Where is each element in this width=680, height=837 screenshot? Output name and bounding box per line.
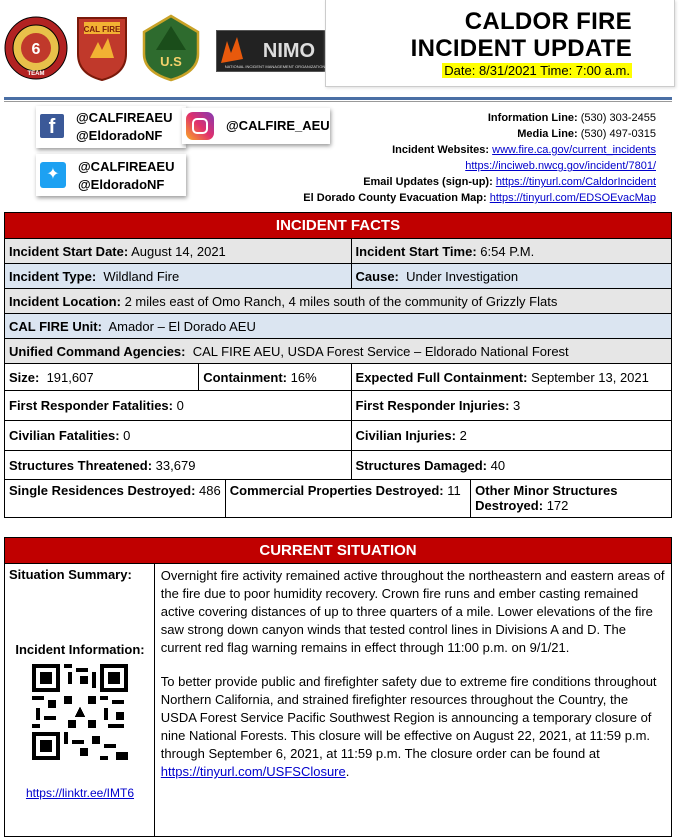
facts-header: INCIDENT FACTS xyxy=(5,213,672,239)
minor-destroyed: 172 xyxy=(546,498,569,513)
unit: Amador – El Dorado AEU xyxy=(108,318,256,334)
minor-label: Other Minor Structures Destroyed: xyxy=(475,483,618,513)
twitter-handle-1[interactable]: @CALFIREAEU xyxy=(78,159,175,174)
info-line-label: Information Line: xyxy=(487,112,578,124)
instagram-icon xyxy=(186,112,214,140)
fr-fatalities: 0 xyxy=(176,398,184,413)
nimo-logo xyxy=(216,30,334,72)
team-number: 6 xyxy=(31,41,41,58)
email-link[interactable]: https://tinyurl.com/CaldorIncident xyxy=(495,176,656,188)
single-res-label: Single Residences Destroyed: xyxy=(9,483,196,498)
start-date-label: Incident Start Date: xyxy=(9,243,129,259)
website-link-2[interactable]: https://inciweb.nwcg.gov/incident/7801/ xyxy=(465,160,656,172)
situation-paragraph-1: Overnight fire activity remained active throughout the northeastern and eastern areas of the fire due to poor humidity recovery. Crown fire runs and ember casting remained active covering distances of up to three quarters of a mile. Lower elevations of the fire saw strong down canyon winds that tested control lines in Divisions A and D. The current red flag warning remains in effect through 11:00 p.m. on 9/1/21. xyxy=(160,568,665,655)
team-label: TEAM xyxy=(27,71,45,77)
incident-info-link[interactable]: https://linktr.ee/IMT6 xyxy=(25,786,135,800)
nimo-sub: NATIONAL INCIDENT MANAGEMENT ORGANIZATION xyxy=(224,64,326,69)
start-date: August 14, 2021 xyxy=(131,243,226,259)
facebook-handle-2[interactable]: @EldoradoNF xyxy=(76,128,163,143)
email-label: Email Updates (sign-up): xyxy=(363,176,493,188)
facebook-box[interactable] xyxy=(36,106,186,148)
fr-fatalities-label: First Responder Fatalities: xyxy=(9,398,173,413)
evac-link[interactable]: https://tinyurl.com/EDSOEvacMap xyxy=(489,192,656,204)
website-link-1[interactable]: www.fire.ca.gov/current_incidents xyxy=(492,144,656,156)
current-situation-table xyxy=(4,537,672,837)
title-box xyxy=(325,0,675,87)
incident-type: Wildland Fire xyxy=(103,268,180,284)
twitter-icon: ✦ xyxy=(40,162,66,188)
instagram-handle[interactable]: @CALFIRE_AEU xyxy=(226,118,330,133)
fr-injuries-label: First Responder Injuries: xyxy=(355,398,510,413)
start-time: 6:54 P.M. xyxy=(480,243,535,259)
header-divider xyxy=(4,97,672,100)
start-time-label: Incident Start Time: xyxy=(355,243,477,259)
title-line-2: INCIDENT UPDATE xyxy=(410,35,632,62)
nimo-text: NIMO xyxy=(262,40,316,62)
location-label: Incident Location: xyxy=(9,293,121,309)
agencies: CAL FIRE AEU, USDA Forest Service – Eldorado National Forest xyxy=(192,343,569,359)
civ-injuries: 2 xyxy=(459,428,467,443)
media-line-value: (530) 497-0315 xyxy=(580,128,656,140)
websites-label: Incident Websites: xyxy=(392,144,490,156)
summary-label: Situation Summary: xyxy=(9,567,132,582)
unit-label: CAL FIRE Unit: xyxy=(9,318,102,334)
damaged-label: Structures Damaged: xyxy=(355,457,488,473)
containment-label: Containment: xyxy=(203,369,287,385)
twitter-handle-2[interactable]: @EldoradoNF xyxy=(78,177,165,192)
info-line-value: (530) 303-2455 xyxy=(580,112,656,124)
title-line-1: CALDOR FIRE xyxy=(464,8,632,35)
single-residences: 486 xyxy=(199,483,221,498)
structures-damaged: 40 xyxy=(490,457,506,473)
twitter-box[interactable] xyxy=(36,154,186,196)
civ-fatalities: 0 xyxy=(123,428,131,443)
expected-label: Expected Full Containment: xyxy=(355,369,528,385)
usfs-text: U.S xyxy=(160,54,182,69)
evac-label: El Dorado County Evacuation Map: xyxy=(303,192,487,204)
situation-header: CURRENT SITUATION xyxy=(5,538,672,564)
situation-paragraph-2-end: . xyxy=(345,764,350,779)
agencies-label: Unified Command Agencies: xyxy=(9,343,186,359)
team6-logo xyxy=(4,14,68,82)
size-label: Size: xyxy=(9,369,40,385)
type-label: Incident Type: xyxy=(9,268,97,284)
threatened-label: Structures Threatened: xyxy=(9,457,153,473)
cause: Under Investigation xyxy=(406,268,519,284)
facebook-icon: f xyxy=(40,114,64,138)
civ-fatalities-label: Civilian Fatalities: xyxy=(9,428,120,443)
cause-label: Cause: xyxy=(355,268,399,284)
commercial-label: Commercial Properties Destroyed: xyxy=(229,483,444,498)
size: 191,607 xyxy=(46,369,94,385)
structures-threatened: 33,679 xyxy=(155,457,196,473)
civ-injuries-label: Civilian Injuries: xyxy=(355,428,456,443)
qr-code-icon[interactable] xyxy=(32,664,128,760)
situation-paragraph-2 xyxy=(161,673,665,781)
situation-paragraph-2-text: To better provide public and firefighter safety due to extreme fire conditions throughout Northern California, and strained firefighter resources throughout the Country, the USDA Forest Service Pacific Southwest Region is announcing a temporary closure of nine National Forests. This closure will be effective on August 22, 2021, at 11:59 p.m. through September 6, 2021, at 11:59 p.m. The closure order can be found at xyxy=(160,674,657,761)
situation-body xyxy=(154,564,671,837)
calfire-logo xyxy=(76,14,128,82)
header-divider-thin xyxy=(4,101,672,102)
date-time: Date: 8/31/2021 Time: 7:00 a.m. xyxy=(444,63,630,78)
facebook-handle-1[interactable]: @CALFIREAEU xyxy=(76,110,173,125)
expected-containment: September 13, 2021 xyxy=(531,369,649,385)
closure-link[interactable]: https://tinyurl.com/USFSClosure xyxy=(160,764,346,779)
commercial-destroyed: 11 xyxy=(447,483,461,498)
media-line-label: Media Line: xyxy=(517,128,578,140)
location: 2 miles east of Omo Ranch, 4 miles south of the community of Grizzly Flats xyxy=(124,293,558,309)
fr-injuries: 3 xyxy=(513,398,521,413)
containment: 16% xyxy=(290,369,317,385)
incident-facts-table xyxy=(4,212,672,518)
incident-info-label: Incident Information: xyxy=(15,642,145,657)
contact-info xyxy=(303,110,656,206)
usfs-logo xyxy=(142,14,200,82)
calfire-text: CAL FIRE xyxy=(83,25,121,34)
